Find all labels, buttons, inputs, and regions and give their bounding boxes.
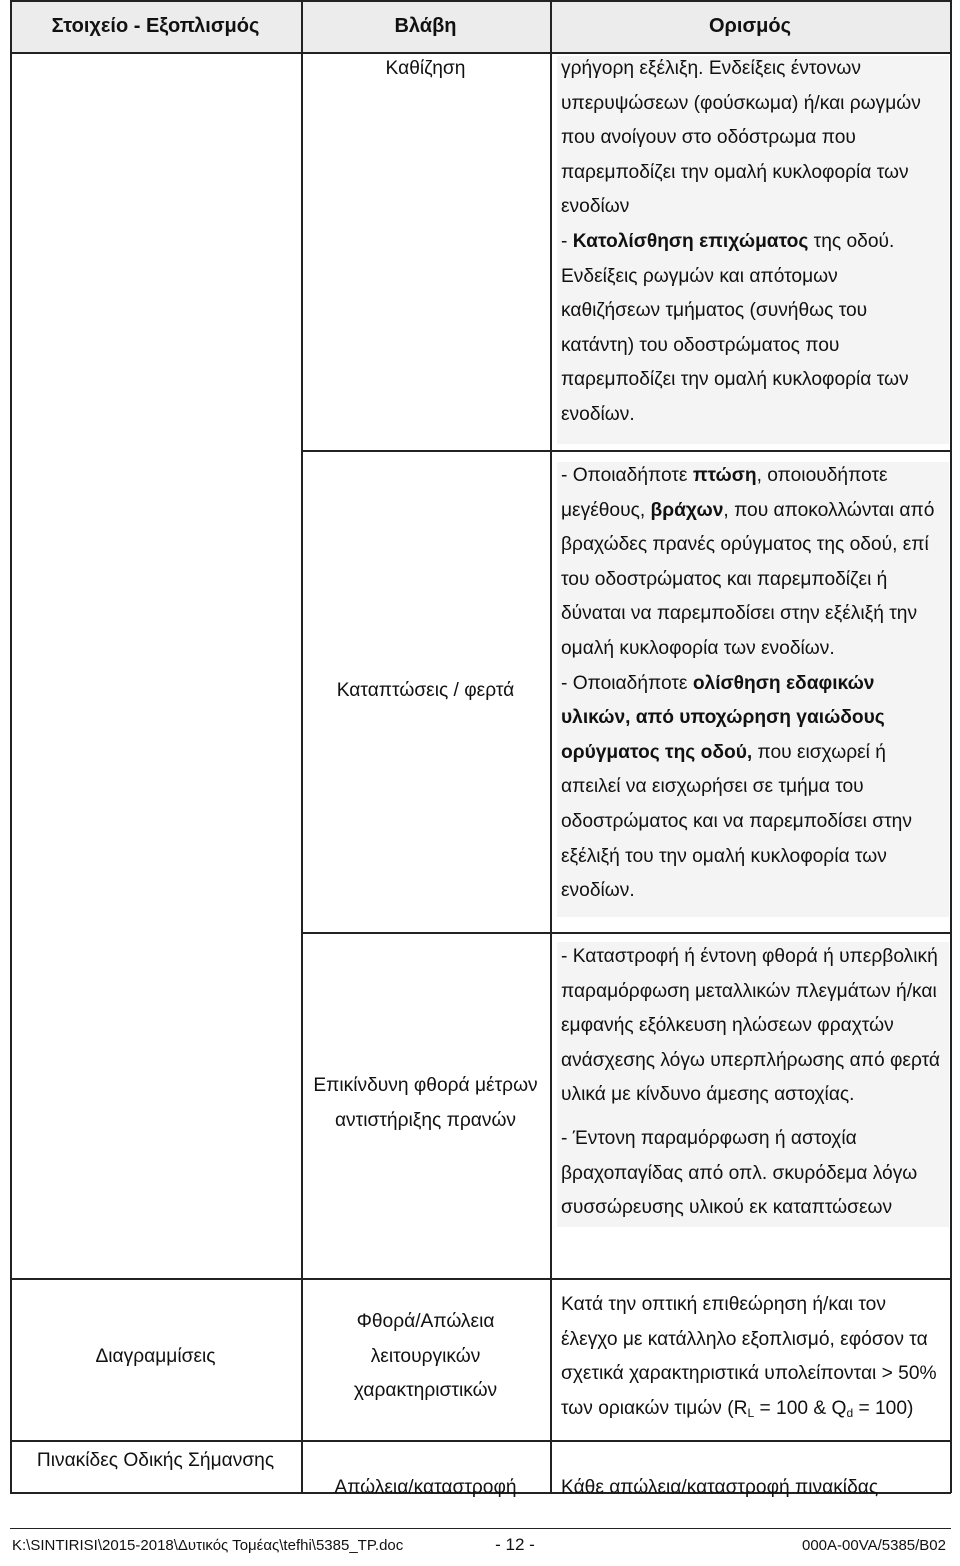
def-bold-term: υλικών, από υποχώρηση γαιώδους bbox=[561, 707, 885, 729]
footer-doc-code: 000A-00VA/5385/B02 bbox=[801, 1536, 946, 1554]
footer-page-number: - 12 - bbox=[495, 1535, 535, 1554]
def-line: που ανοίγουν στο οδόστρωμα που bbox=[561, 127, 856, 149]
def-line: - Έντονη παραμόρφωση ή αστοχία bbox=[561, 1128, 857, 1149]
def-bold-term: ορύγματος της οδού, bbox=[561, 741, 753, 763]
def-line: Ενδείξεις ρωγμών και απότομων bbox=[561, 265, 838, 287]
def-line: καθιζήσεων τμήματος (συνήθως του bbox=[561, 300, 868, 322]
element-pinakides: Πινακίδες Οδικής Σήμανσης bbox=[36, 1450, 275, 1471]
row-border-4 bbox=[10, 1440, 951, 1442]
definition-katapt bbox=[561, 459, 934, 909]
def-line bbox=[561, 667, 934, 702]
col-border-2 bbox=[550, 0, 552, 1493]
def-bold-term: πτώση bbox=[692, 465, 757, 486]
header-col-element bbox=[10, 0, 301, 52]
def-prefix: - bbox=[561, 230, 573, 252]
damage-line: αντιστήριξης πρανών bbox=[334, 1109, 517, 1131]
def-text: = 100) bbox=[853, 1397, 914, 1419]
damage-line: Φθορά/Απώλεια bbox=[356, 1311, 495, 1332]
def-line bbox=[561, 459, 934, 494]
def-line: του οδοστρώματος και παρεμποδίζει ή bbox=[561, 568, 888, 590]
def-line: γρήγορη εξέλιξη. Ενδείξεις έντονων bbox=[561, 58, 862, 79]
def-text: , οποιουδήποτε bbox=[756, 465, 888, 486]
definition-pinakides: Κάθε απώλεια/καταστροφή πινακίδας bbox=[561, 1477, 879, 1498]
def-line: έλεγχο με κατάλληλο εξοπλισμό, εφόσον τα bbox=[561, 1328, 928, 1350]
def-line: ανάσχεσης λόγω υπερπλήρωσης από φερτά bbox=[561, 1049, 941, 1071]
header-definition-label: Ορισμός bbox=[708, 14, 792, 37]
def-line bbox=[561, 1392, 937, 1431]
def-line: ενοδίων bbox=[561, 196, 630, 218]
def-bold-term: Κατολίσθηση επιχώματος bbox=[572, 230, 809, 252]
def-line: παρεμποδίζει την ομαλή κυκλοφορία των bbox=[561, 161, 909, 183]
def-line: εξέλιξή του την ομαλή κυκλοφορία των bbox=[561, 845, 887, 867]
damage-kathizisi: Καθίζηση bbox=[385, 58, 466, 79]
header-damage-label: Βλάβη bbox=[394, 14, 457, 37]
subscript: d bbox=[846, 1405, 854, 1420]
damage-katapt: Καταπτώσεις / φερτά bbox=[336, 680, 515, 701]
damage-pinakides: Απώλεια/καταστροφή bbox=[334, 1477, 517, 1498]
col-border-1 bbox=[301, 0, 303, 1493]
damage-fthora bbox=[301, 1069, 550, 1138]
def-text: - Οποιαδήποτε bbox=[561, 465, 693, 486]
row-border-1 bbox=[301, 450, 951, 452]
row-border-3 bbox=[10, 1278, 951, 1280]
def-line: σχετικά χαρακτηριστικά υπολείπονται > 50% bbox=[561, 1363, 937, 1385]
def-line: υλικά με κίνδυνο άμεσης αστοχίας. bbox=[561, 1084, 855, 1106]
damage-line: λειτουργικών bbox=[370, 1345, 481, 1367]
def-text: = 100 & Q bbox=[754, 1397, 847, 1419]
def-line: ενοδίων. bbox=[561, 403, 635, 425]
def-line bbox=[561, 494, 934, 529]
damage-diagr bbox=[301, 1305, 550, 1409]
def-text: μεγέθους, bbox=[561, 499, 651, 521]
element-diagrammiseis: Διαγραμμίσεις bbox=[95, 1346, 216, 1367]
def-line: απειλεί να εισχωρήσει σε τμήμα του bbox=[561, 776, 864, 798]
col-border-right bbox=[950, 0, 952, 1493]
def-line bbox=[561, 736, 934, 771]
def-line: ομαλή κυκλοφορία των ενοδίων. bbox=[561, 637, 835, 659]
def-line: ενοδίων. bbox=[561, 880, 635, 902]
definition-diagr bbox=[561, 1288, 937, 1430]
def-line: κατάντη) του οδοστρώματος που bbox=[561, 334, 840, 356]
header-element-label: Στοιχείο - Εξοπλισμός bbox=[51, 14, 260, 37]
def-line: - Καταστροφή ή έντονη φθορά ή υπερβολική bbox=[561, 946, 938, 967]
def-line: εμφανής εξόλκευση ηλώσεων φραχτών bbox=[561, 1015, 894, 1037]
def-text: των οριακών τιμών (R bbox=[561, 1397, 748, 1419]
def-line bbox=[561, 701, 934, 736]
def-line: δύναται να παρεμποδίσει στην εξέλιξή την bbox=[561, 603, 918, 625]
col-border-left bbox=[10, 0, 12, 1493]
def-line: οδοστρώματος και να παρεμποδίσει στην bbox=[561, 810, 912, 832]
table-top-border bbox=[10, 0, 951, 2]
def-line: βραχοπαγίδας από οπλ. σκυρόδεμα λόγω bbox=[561, 1162, 918, 1184]
header-col-definition bbox=[550, 0, 950, 52]
def-text: που εισχωρεί ή bbox=[752, 741, 886, 763]
definition-fthora-2 bbox=[561, 1122, 917, 1226]
def-bold-term: βράχων bbox=[650, 499, 724, 521]
row-border-2 bbox=[301, 932, 951, 934]
def-line: Κατά την οπτική επιθεώρηση ή/και τον bbox=[561, 1294, 886, 1315]
def-bold-term: ολίσθηση εδαφικών bbox=[692, 672, 875, 694]
def-line: συσσώρευσης υλικού εκ καταπτώσεων bbox=[561, 1197, 893, 1219]
def-text: - Οποιαδήποτε bbox=[561, 672, 693, 694]
def-line: παραμόρφωση μεταλλικών πλεγμάτων ή/και bbox=[561, 980, 937, 1002]
footer-rule bbox=[10, 1528, 951, 1529]
def-line: υπερυψώσεων (φούσκωμα) ή/και ρωγμών bbox=[561, 92, 921, 114]
damage-line: χαρακτηριστικών bbox=[353, 1380, 498, 1402]
subscript: L bbox=[747, 1405, 755, 1420]
def-text: , που αποκολλώνται από bbox=[723, 499, 935, 521]
def-line bbox=[561, 225, 921, 260]
header-col-damage bbox=[301, 0, 550, 52]
definition-kathizisi bbox=[561, 52, 921, 433]
def-line: παρεμποδίζει την ομαλή κυκλοφορία των bbox=[561, 369, 909, 391]
def-line: βραχώδες πρανές ορύγματος της οδού, επί bbox=[561, 534, 929, 556]
definition-fthora bbox=[561, 940, 940, 1113]
footer-path: K:\SINTIRISI\2015-2018\Δυτικός Τομέας\tefhi\5385_TP.doc bbox=[12, 1536, 404, 1554]
def-rest: της οδού. bbox=[808, 230, 895, 252]
damage-line: Επικίνδυνη φθορά μέτρων bbox=[313, 1075, 538, 1096]
